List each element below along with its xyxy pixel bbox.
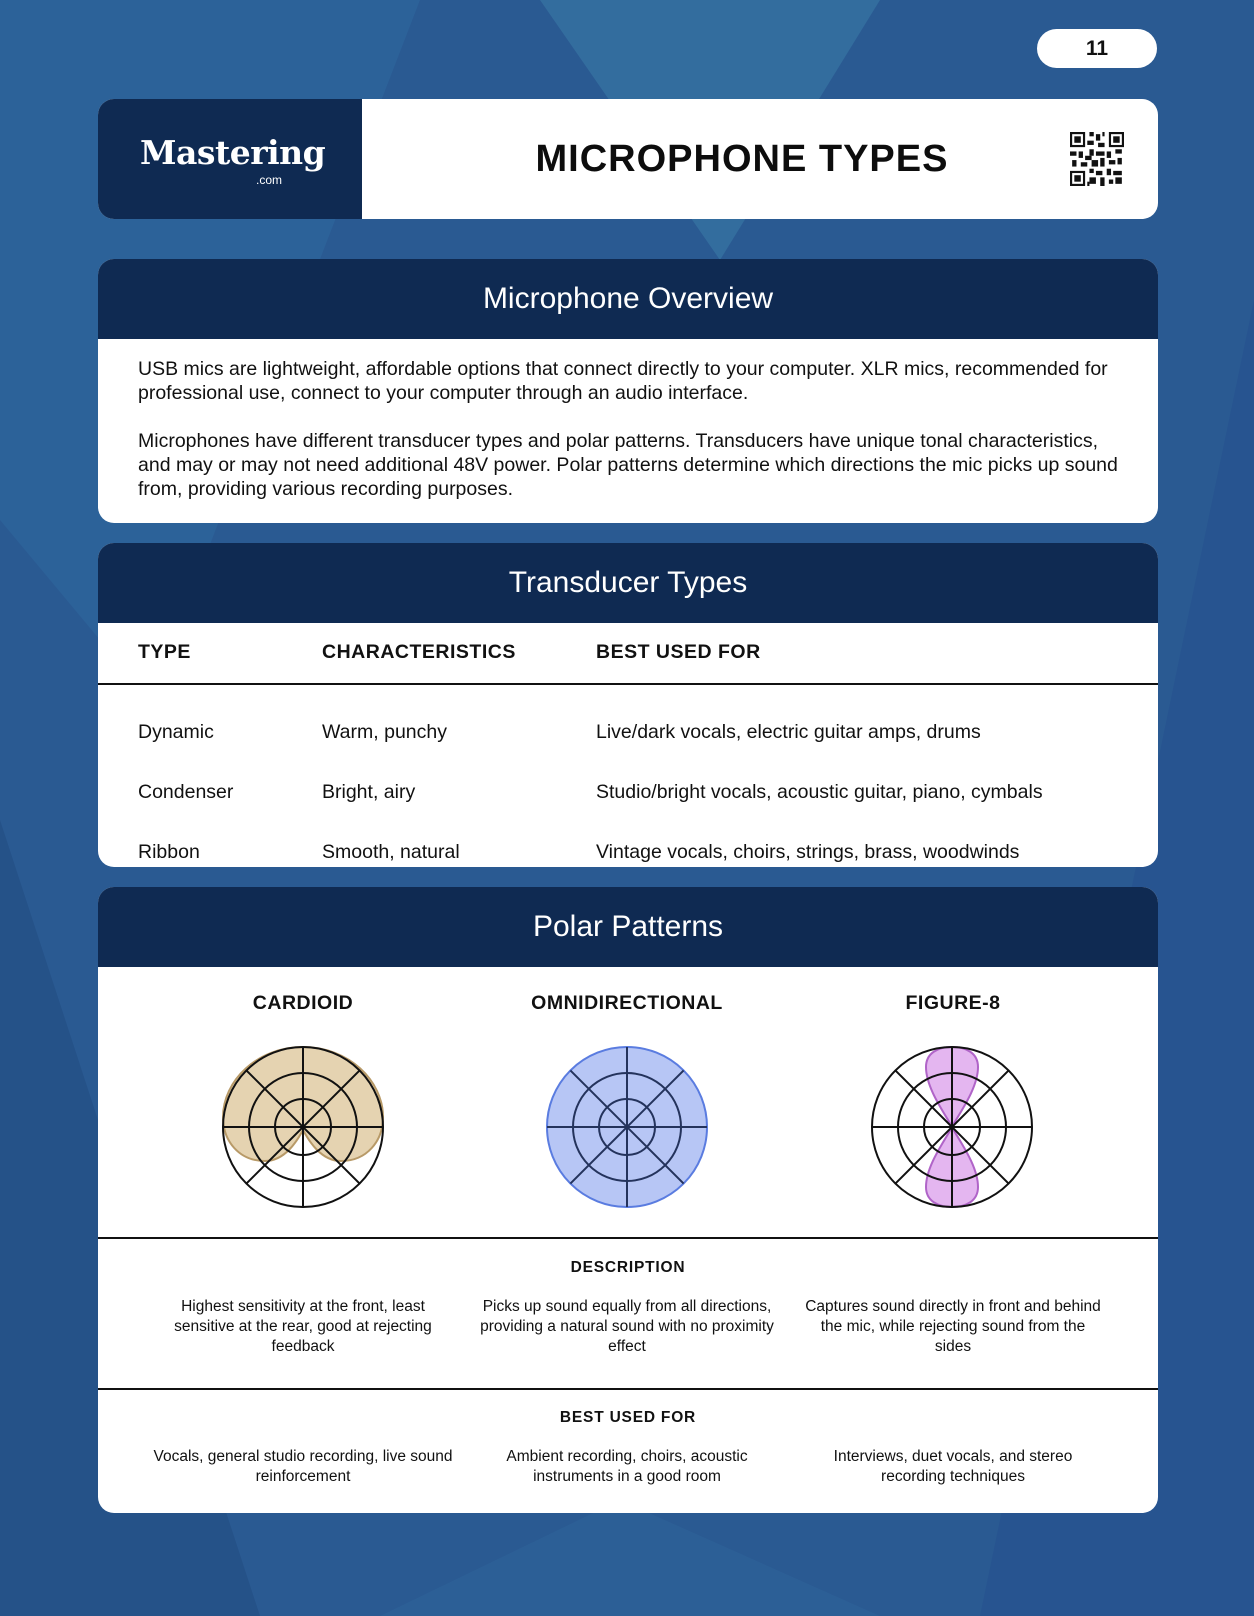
cardioid-polar-diagram (221, 1045, 385, 1209)
table-row (98, 712, 1158, 752)
cell-type: Ribbon (138, 841, 200, 863)
column-header-type: TYPE (138, 641, 191, 663)
table-row (98, 772, 1158, 812)
cell-type: Condenser (138, 781, 234, 803)
best-used-for-label: BEST USED FOR (559, 1409, 697, 1426)
omnidirectional-description: Picks up sound equally from all directions, providing a natural sound with no proximity effect (480, 1298, 774, 1355)
section-divider (98, 1388, 1158, 1390)
transducer-heading: Transducer Types (98, 543, 1158, 623)
overview-heading: Microphone Overview (98, 259, 1158, 339)
qr-code-icon[interactable] (1070, 132, 1124, 186)
cell-characteristics: Warm, punchy (322, 721, 447, 743)
cardioid-best-used-for: Vocals, general studio recording, live sound reinforcement (153, 1448, 453, 1485)
column-header-characteristics: CHARACTERISTICS (322, 641, 516, 663)
description-label: DESCRIPTION (570, 1259, 686, 1276)
polar-heading: Polar Patterns (98, 887, 1158, 967)
cardioid-description: Highest sensitivity at the front, least sensitive at the rear, good at rejecting feedback (174, 1298, 432, 1355)
overview-paragraph: USB mics are lightweight, affordable options that connect directly to your computer. XLR mics, recommended for professional use, connect to your computer through an audio interface. (138, 358, 1108, 404)
cell-characteristics: Smooth, natural (322, 841, 460, 863)
page-number: 11 (1037, 29, 1157, 68)
table-divider (98, 683, 1158, 685)
figure-8-best-used-for: Interviews, duet vocals, and stereo recording techniques (833, 1448, 1073, 1485)
figure-8-description: Captures sound directly in front and behind the mic, while rejecting sound from the sides (805, 1298, 1101, 1355)
table-header-row (98, 632, 1158, 672)
cell-characteristics: Bright, airy (322, 781, 416, 803)
figure-8-polar-diagram (870, 1045, 1034, 1209)
column-header-best-used-for: BEST USED FOR (596, 641, 761, 663)
transducer-card (98, 543, 1158, 867)
cell-type: Dynamic (138, 721, 214, 743)
logo-wordmark: Mastering (140, 133, 326, 172)
cell-best-used-for: Vintage vocals, choirs, strings, brass, woodwinds (596, 841, 1020, 863)
omnidirectional-polar-diagram (545, 1045, 709, 1209)
polar-patterns-card (98, 887, 1158, 1513)
table-row (98, 832, 1158, 867)
cell-best-used-for: Live/dark vocals, electric guitar amps, drums (596, 721, 981, 743)
pattern-title-figure-8: FIGURE-8 (905, 992, 1001, 1014)
cell-best-used-for: Studio/bright vocals, acoustic guitar, piano, cymbals (596, 781, 1043, 803)
overview-card (98, 259, 1158, 523)
page-title: MICROPHONE TYPES (535, 137, 949, 180)
pattern-title-cardioid: CARDIOID (252, 992, 354, 1014)
pattern-title-omnidirectional: OMNIDIRECTIONAL (531, 992, 723, 1014)
omnidirectional-best-used-for: Ambient recording, choirs, acoustic instruments in a good room (506, 1448, 748, 1485)
overview-paragraph: Microphones have different transducer types and polar patterns. Transducers have unique tonal characteristics, and may or may not need additional 48V power. Polar patterns determine which directions the mic picks up sound from, providing various recording purposes. (138, 430, 1118, 500)
logo-suffix: .com (256, 173, 283, 187)
page-header (98, 99, 1158, 219)
section-divider (98, 1237, 1158, 1239)
brand-logo[interactable] (98, 99, 362, 219)
